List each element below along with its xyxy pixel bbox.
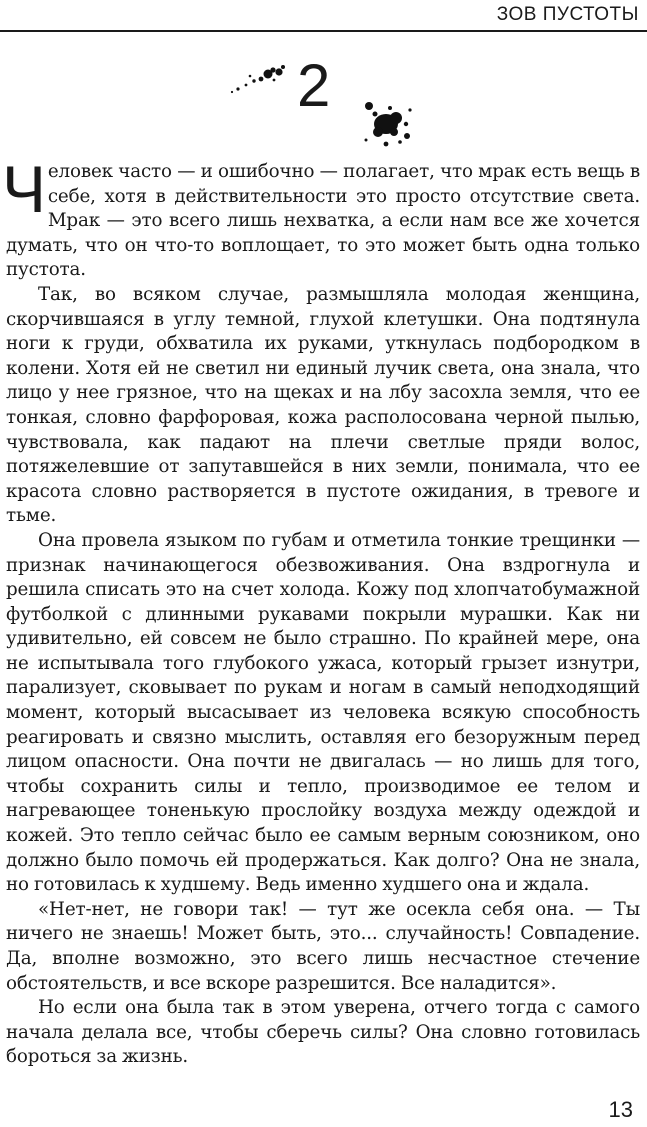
ink-splatter-right-icon bbox=[360, 100, 416, 150]
paragraph: «Нет-нет, не говори так! — тут же осекла себя она. — Ты ничего не знаешь! Может быть, это... случайность! Совпадение. Да, вполне возможно, это всего лишь несчастное стечение обстоятельств, и все вскоре разрешится. Все наладится». bbox=[6, 898, 640, 994]
page-number: 13 bbox=[608, 1097, 633, 1122]
running-head-title: ЗОВ ПУСТОТЫ bbox=[496, 4, 639, 25]
paragraph: Но если она была так в этом уверена, отчего тогда с самого начала делала все, чтобы сберечь силы? Она словно готовилась бороться за жизнь. bbox=[6, 997, 640, 1068]
chapter-number: 2 bbox=[297, 52, 331, 119]
drop-cap: Ч bbox=[2, 152, 46, 226]
paragraph: Так, во всяком случае, размышляла молодая женщина, скорчившаяся в углу темной, глухой клетушки. Она подтянула ноги к груди, обхватила их руками, уткнулась подбородком в колени. Хотя ей не светил ни единый лучик света, она знала, что лицо у нее грязное, что на щеках и на лбу засохла земля, что ее тонкая, словно фарфоровая, кожа располосована черной пылью, чувствовала, как падают на плечи светлые пряди волос, потяжелевшие от запутавшейся в них земли, понимала, что ее красота словно растворяется в пустоте ожидания, в тревоге и тьме. bbox=[6, 283, 640, 527]
paragraph-text: еловек часто — и ошибочно — полагает, что мрак есть вещь в себе, хотя в действительности это просто отсутствие света. Мрак — это всего лишь нехватка, а если нам все же хочется думать, что он что-то воплощает, то это может быть одна только пустота. bbox=[6, 161, 640, 281]
paragraph: Она провела языком по губам и отметила тонкие трещинки — признак начинающегося обезвоживания. Она вздрогнула и решила списать это на счет холода. Кожу под хлопчатобумажной футболкой с длинными рукавами покрыли мурашки. Как ни удивительно, ей совсем не было страшно. По крайней мере, она не испытывала того глубокого ужаса, который грызет изнутри, парализует, сковывает по рукам и ногам в самый неподходящий момент, который высасывает из человека всякую способность реагировать и связно мыслить, оставляя его безоружным перед лицом опасности. Она почти не двигалась — но лишь для того, чтобы сохранить силы и тепло, производимое ее телом и нагревающее тоненькую прослойку воздуха между одеждой и кожей. Это тепло сейчас было ее самым верным союзником, оно должно было помочь ей продержаться. Как долго? Она не знала, но готовилась к худшему. Ведь именно худшего она и ждала. bbox=[6, 529, 640, 896]
ink-splatter-left-icon bbox=[228, 62, 288, 96]
header-rule bbox=[0, 30, 647, 32]
chapter-body-text bbox=[2, 152, 640, 1070]
paragraph bbox=[2, 152, 640, 283]
